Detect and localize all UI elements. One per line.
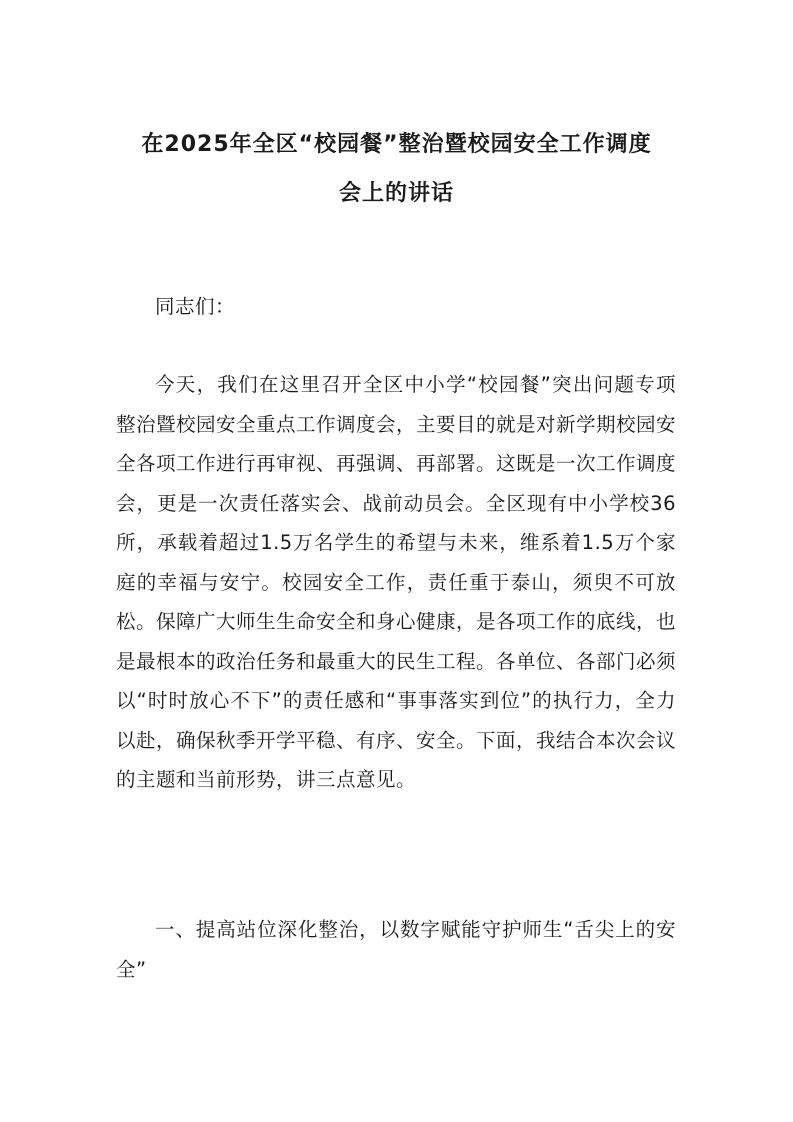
speech-title-line-2: 会上的讲话 xyxy=(338,181,454,206)
section-heading-1: 一、提高站位深化整治，以数字赋能守护师生“舌尖上的安全” xyxy=(116,918,676,981)
speech-title-line-1: 在2025年全区“校园餐”整治暨校园安全工作调度 xyxy=(141,132,652,157)
salutation: 同志们： xyxy=(155,295,236,318)
opening-paragraph: 今天，我们在这里召开全区中小学“校园餐”突出问题专项整治暨校园安全重点工作调度会，主要目的就是对新学期校园安全各项工作进行再审视、再强调、再部署。这既是一次工作调度会，更是一次责任落实会、战前动员会。全区现有中小学校36所，承载着超过1.5万名学生的希望与未来，维系着1.5万个家庭的幸福与安宁。校园安全工作，责任重于泰山，须臾不可放松。保障广大师生生命安全和身心健康，是各项工作的底线，也是最根本的政治任务和最重大的民生工程。各单位、各部门必须以“时时放心不下”的责任感和“事事落实到位”的执行力，全力以赴，确保秋季开学平稳、有序、安全。下面，我结合本次会议的主题和当前形势，讲三点意见。 xyxy=(116,373,677,791)
